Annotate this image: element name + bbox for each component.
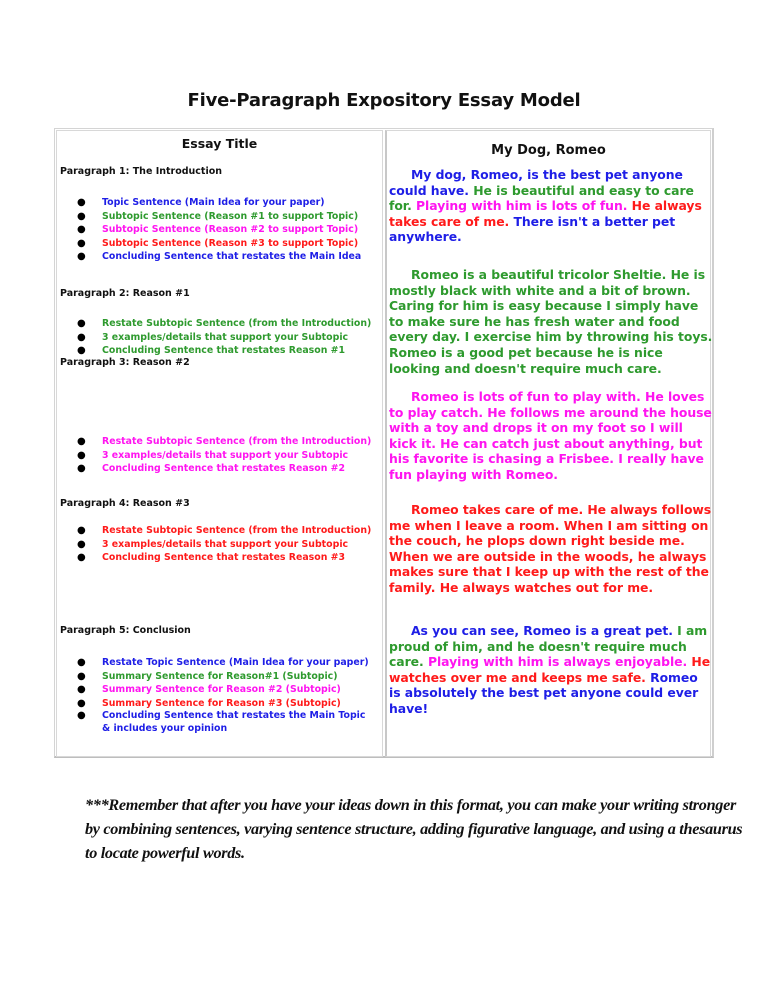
list-item: ● Restate Topic Sentence (Main Idea for your paper) xyxy=(77,657,369,668)
essay-paragraph-4: Romeo takes care of me. He always follows me when I leave a room. When I am sitting on the couch, he plops down right beside me. When we are outside in the woods, he always makes sure that I keep up with the rest of the family. He always watches out for me. xyxy=(389,502,712,595)
list-item: ● Restate Subtopic Sentence (from the Introduction) xyxy=(77,525,372,536)
outline-paragraph-3-label: Paragraph 3: Reason #2 xyxy=(60,357,190,368)
bullet-icon: ● xyxy=(77,331,86,343)
essay-paragraph-3: Romeo is lots of fun to play with. He loves to play catch. He follows me around the house with a toy and drops it on my foot so I will kick it. He can catch just about anything, but his favorite is chasing a Frisbee. I really have fun playing with Romeo. xyxy=(389,389,712,482)
bullet-icon: ● xyxy=(77,538,86,550)
bullet-icon: ● xyxy=(77,463,86,474)
bullet-icon: ● xyxy=(77,345,86,356)
list-item: ● Concluding Sentence that restates the Main Topic & includes your opinion xyxy=(77,710,366,734)
bullet-icon: ● xyxy=(77,710,86,721)
list-item: ● 3 examples/details that support your Subtopic xyxy=(77,331,349,343)
bullet-icon: ● xyxy=(77,251,86,262)
bullet-icon: ● xyxy=(77,552,86,563)
bullet-icon: ● xyxy=(77,436,86,447)
list-item: ● Subtopic Sentence (Reason #3 to support Topic) xyxy=(77,237,359,249)
outline-paragraph-3-list xyxy=(57,435,371,476)
essay-column xyxy=(385,130,711,757)
list-item: ● Concluding Sentence that restates Reason #1 xyxy=(77,345,346,356)
bullet-icon: ● xyxy=(77,449,86,461)
list-item: ● Summary Sentence for Reason #2 (Subtopic) xyxy=(77,684,341,695)
bullet-icon: ● xyxy=(77,670,86,682)
outline-column xyxy=(56,130,383,757)
list-item: ● Topic Sentence (Main Idea for your paper) xyxy=(77,197,325,208)
outline-paragraph-1-label: Paragraph 1: The Introduction xyxy=(60,166,223,177)
essay-paragraph-2: Romeo is a beautiful tricolor Sheltie. He is mostly black with white and a bit of brown. Caring for him is easy because I simply have to make sure he has fresh water and food every day. I exercise him by throwing his toys. Romeo is a good pet because he is nice looking and doesn't require much care. xyxy=(389,267,713,376)
essay-model-table xyxy=(54,128,714,758)
bullet-icon: ● xyxy=(77,525,86,536)
list-item: ● Concluding Sentence that restates Reason #2 xyxy=(77,463,346,474)
bullet-icon: ● xyxy=(77,197,86,208)
outline-paragraph-4-label: Paragraph 4: Reason #3 xyxy=(60,498,190,509)
essay-paragraph-1: My dog, Romeo, is the best pet anyone could have. He is beautiful and easy to care for. Playing with him is lots of fun. He always takes care of me. There isn't a better pet anywhere. xyxy=(389,167,702,245)
list-item: ● 3 examples/details that support your Subtopic xyxy=(77,538,349,550)
list-item: ● Restate Subtopic Sentence (from the Introduction) xyxy=(77,436,372,447)
list-item: ● Restate Subtopic Sentence (from the Introduction) xyxy=(77,318,372,329)
list-item: ● 3 examples/details that support your Subtopic xyxy=(77,449,349,461)
list-item: ● Concluding Sentence that restates Reason #3 xyxy=(77,552,346,563)
document-title: Five-Paragraph Expository Essay Model xyxy=(187,90,581,111)
outline-paragraph-5-label: Paragraph 5: Conclusion xyxy=(60,625,191,636)
essay-heading: My Dog, Romeo xyxy=(491,143,606,158)
list-item: ● Concluding Sentence that restates the Main Idea xyxy=(77,251,362,262)
bullet-icon: ● xyxy=(77,224,86,235)
list-item: ● Subtopic Sentence (Reason #1 to support Topic) xyxy=(77,210,359,222)
outline-paragraph-1-list xyxy=(57,196,361,264)
outline-paragraph-2-label: Paragraph 2: Reason #1 xyxy=(60,288,190,299)
bullet-icon: ● xyxy=(77,697,86,709)
bullet-icon: ● xyxy=(77,237,86,249)
outline-paragraph-4-list xyxy=(57,524,371,565)
essay-paragraph-5: As you can see, Romeo is a great pet. I am proud of him, and he doesn't require much care. Playing with him is always enjoyable. He watches over me and keeps me safe. Romeo is absolutely the best pet anyone could ever have! xyxy=(389,623,711,716)
list-item: ● Summary Sentence for Reason #3 (Subtopic) xyxy=(77,697,341,709)
outline-paragraph-5-list xyxy=(57,656,372,735)
bullet-icon: ● xyxy=(77,684,86,695)
writing-reminder-note: ***Remember that after you have your ideas down in this format, you can make your writing stronger by combining sentences, varying sentence structure, adding figurative language, and using a thesaurus to locate powerful words. xyxy=(85,796,743,862)
outline-paragraph-2-list xyxy=(57,317,371,358)
bullet-icon: ● xyxy=(77,318,86,329)
bullet-icon: ● xyxy=(77,210,86,222)
list-item: ● Summary Sentence for Reason#1 (Subtopic) xyxy=(77,670,338,682)
list-item: ● Subtopic Sentence (Reason #2 to support Topic) xyxy=(77,224,359,235)
outline-heading: Essay Title xyxy=(181,136,258,151)
bullet-icon: ● xyxy=(77,657,86,668)
